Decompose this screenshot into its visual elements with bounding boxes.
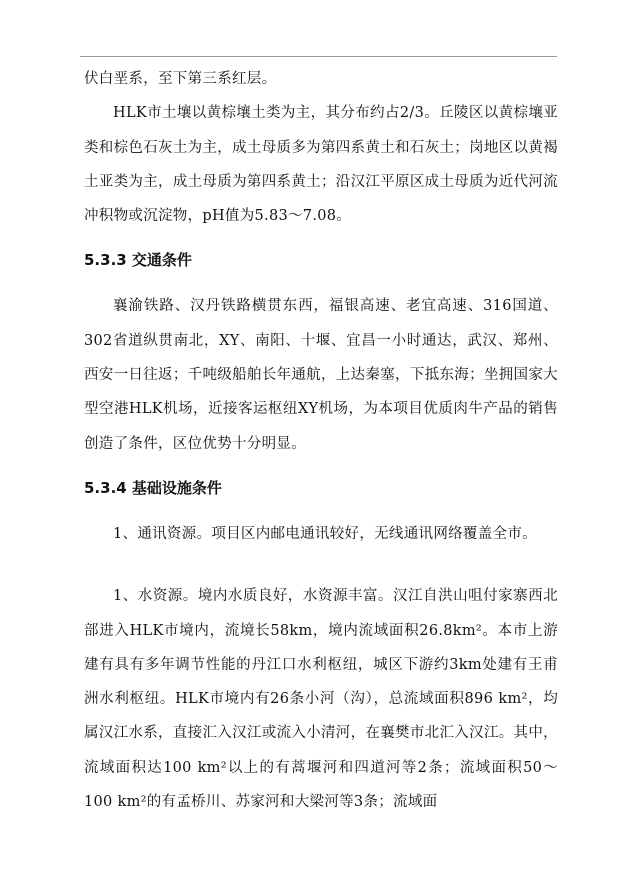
document-body [84,62,558,819]
paragraph-continuation: 伏白垩系，至下第三系红层。 [84,71,277,87]
header-rule [80,56,557,57]
heading-infrastructure: 5.3.4 基础设施条件 [84,478,222,497]
paragraph-soil: HLK市土壤以黄棕壤土类为主，其分布约占2/3。丘陵区以黄棕壤亚类和棕色石灰土为主，成土母质多为第四系黄土和石灰土；岗地区以黄褐土亚类为主，成土母质为第四系黄土；沿汉江平原区成土母质为近代河流冲积物或沉淀物，pH值为5.83～7.08。 [84,105,558,225]
paragraph-traffic: 襄渝铁路、汉丹铁路横贯东西，福银高速、老宜高速、316国道、302省道纵贯南北，XY、南阳、十堰、宜昌一小时通达，武汉、郑州、西安一日往返；千吨级船舶长年通航，上达秦塞，下抵东海；坐拥国家大型空港HLK机场，近接客运枢纽XY机场，为本项目优质肉牛产品的销售创造了条件，区位优势十分明显。 [84,298,558,452]
paragraph-telecom: 1、通讯资源。项目区内邮电通讯较好，无线通讯网络覆盖全市。 [113,525,537,542]
paragraph-water: 1、水资源。境内水质良好，水资源丰富。汉江自洪山咀付家寨西北部进入HLK市境内，流境长58km，境内流域面积26.8km²。本市上游建有具有多年调节性能的丹江口水利枢纽，城区下游约3km处建有王甫洲水利枢纽。HLK市境内有26条小河（沟），总流域面积896 km²，均属汉江水系，直接汇入汉江或流入小清河，在襄樊市北汇入汉江。其中，流域面积达100 km²以上的有蒿堰河和四道河等2条；流域面积50～100 km²的有孟桥川、苏家河和大梁河等3条；流域面 [84,588,558,811]
heading-traffic: 5.3.3 交通条件 [84,251,192,270]
